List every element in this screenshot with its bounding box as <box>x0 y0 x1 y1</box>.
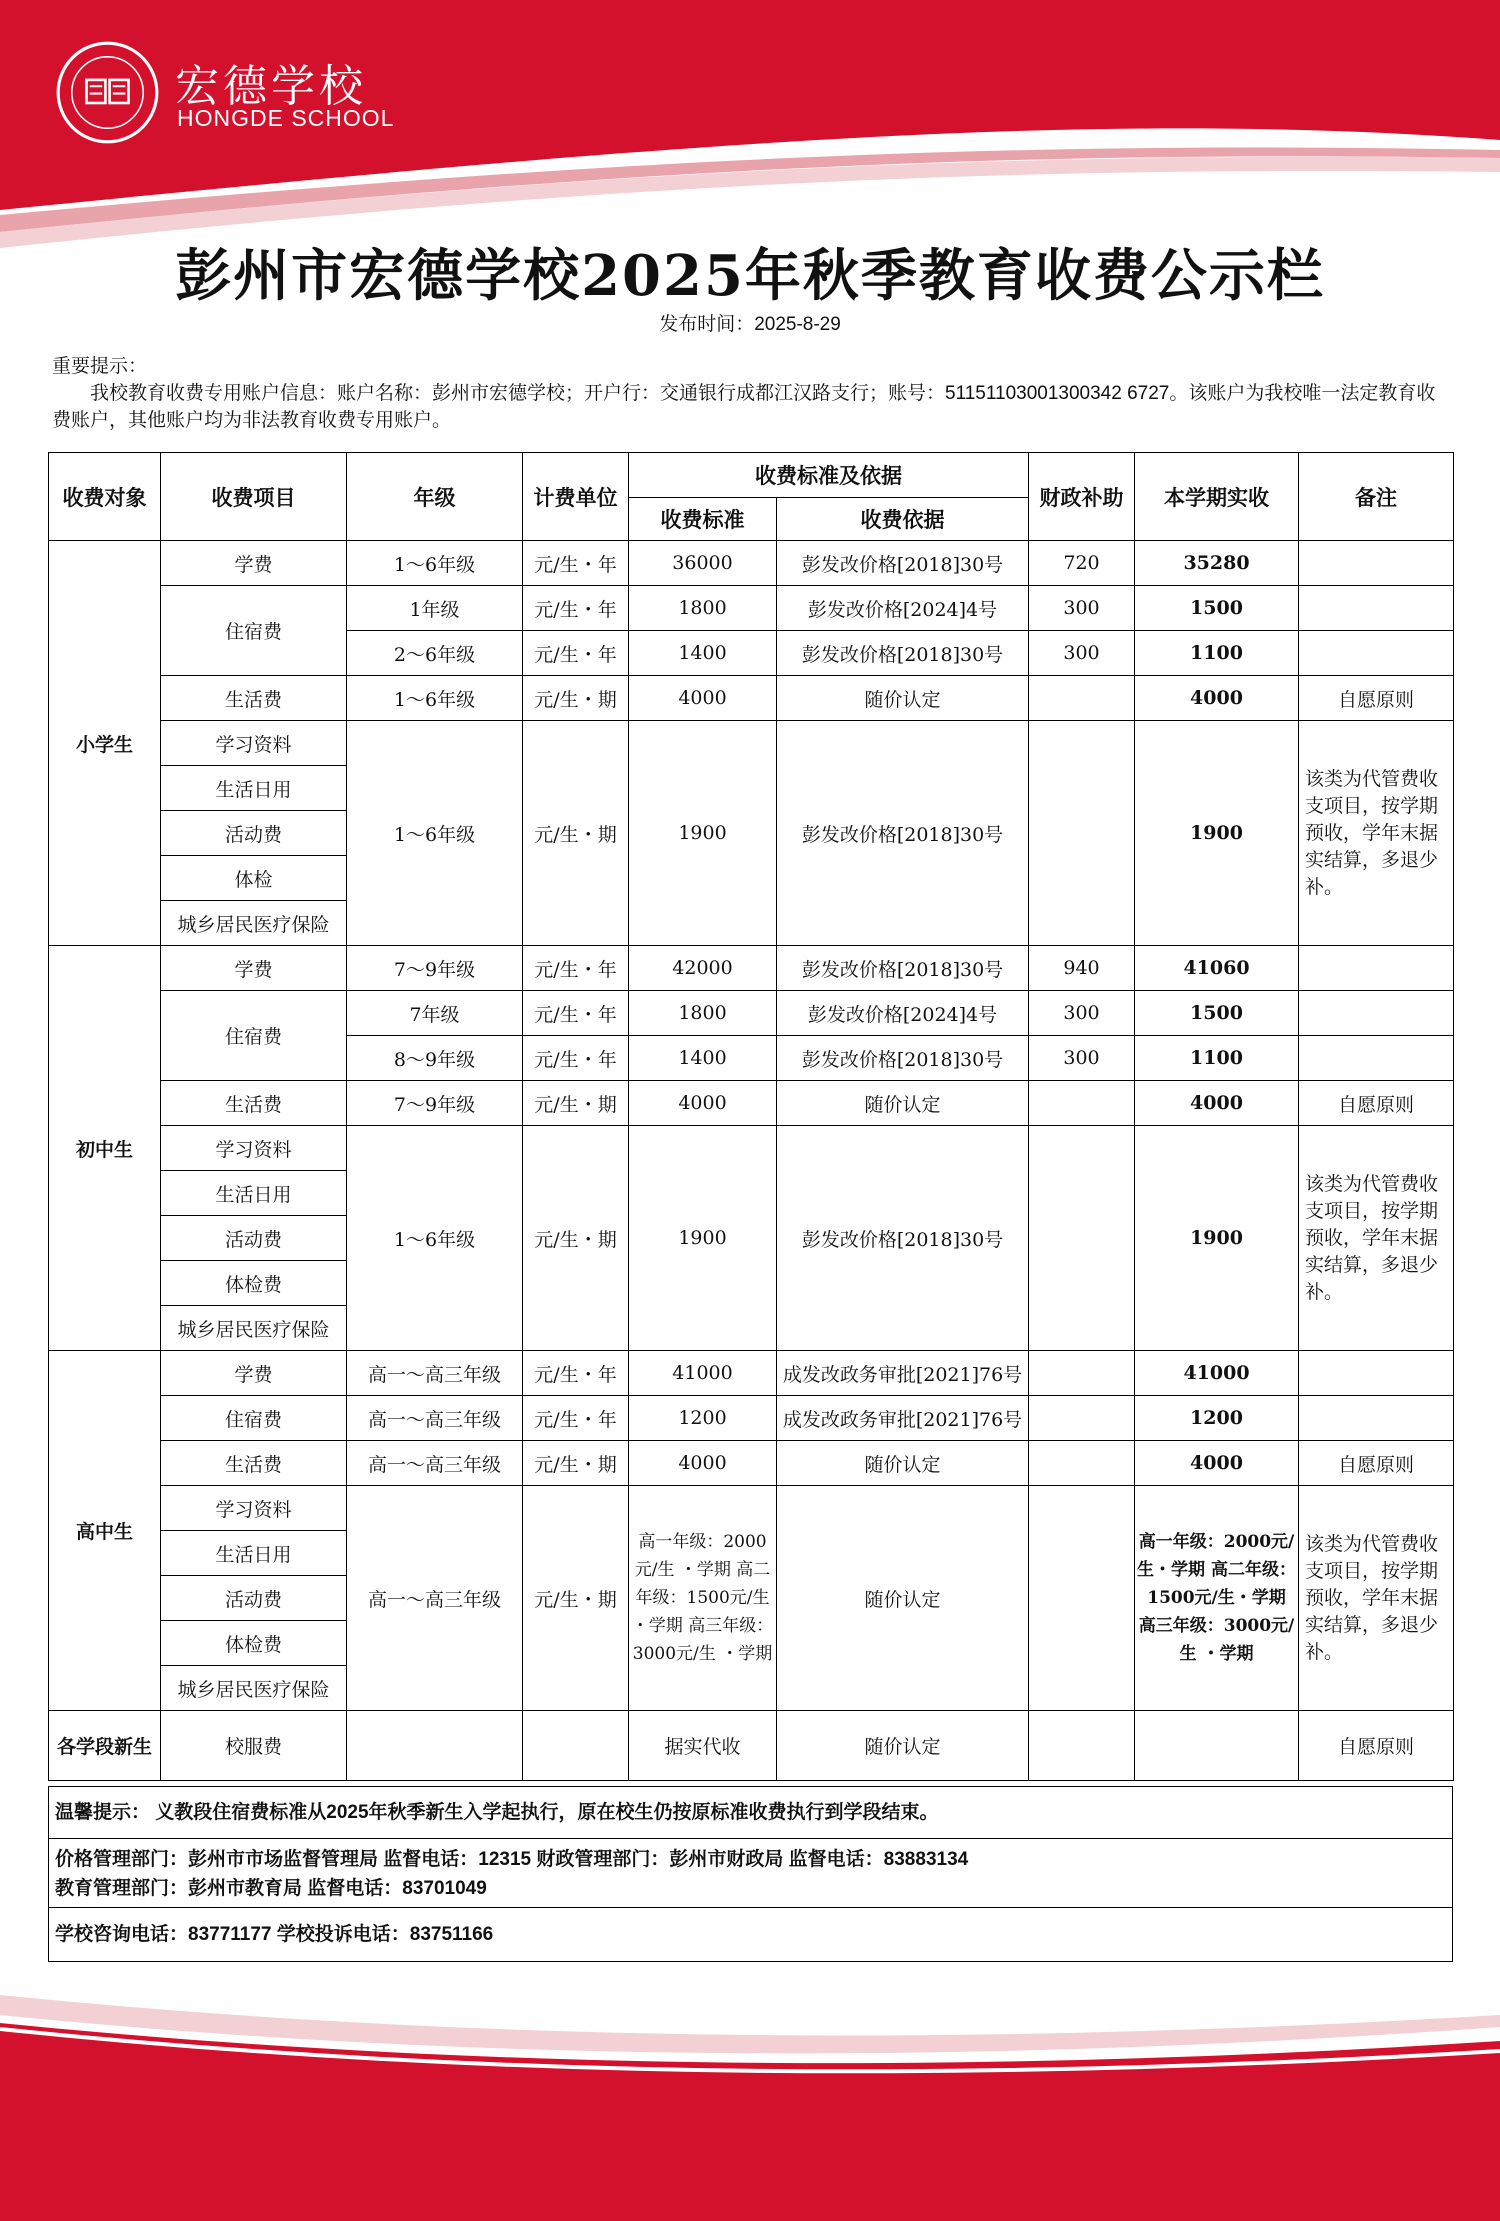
cell: 1900 <box>1135 721 1299 946</box>
cell: 元/生・年 <box>523 1036 629 1081</box>
cell: 4000 <box>629 676 777 721</box>
group-newstudent: 各学段新生 <box>49 1711 161 1781</box>
cell: 城乡居民医疗保险 <box>161 901 347 946</box>
header-std-group: 收费标准及依据 <box>629 453 1029 498</box>
cell: 高一年级：2000元/生・学期 高二年级：1500元/生・学期 高三年级：3000元/生 ・学期 <box>1135 1486 1299 1711</box>
cell: 彭发改价格[2024]4号 <box>777 991 1029 1036</box>
cell <box>347 1711 523 1781</box>
cell: 4000 <box>1135 1081 1299 1126</box>
header-remark: 备注 <box>1299 453 1454 541</box>
brand-name-cn: 宏德学校 <box>175 61 367 112</box>
cell: 高一～高三年级 <box>347 1486 523 1711</box>
header-subsidy: 财政补助 <box>1029 453 1135 541</box>
cell: 彭发改价格[2018]30号 <box>777 946 1029 991</box>
cell: 35280 <box>1135 541 1299 586</box>
cell: 8～9年级 <box>347 1036 523 1081</box>
cell: 300 <box>1029 631 1135 676</box>
account-info: 我校教育收费专用账户信息：账户名称：彭州市宏德学校；开户行：交通银行成都江汉路支行；账号：51151103001300342 6727。该账户为我校唯一法定教育收费账户，其他账户均为非法教育收费专用账户。 <box>52 383 1436 431</box>
cell: 元/生・期 <box>523 1441 629 1486</box>
cell: 随价认定 <box>777 676 1029 721</box>
cell: 生活日用 <box>161 766 347 811</box>
header-grade: 年级 <box>347 453 523 541</box>
cell: 生活日用 <box>161 1531 347 1576</box>
school-logo <box>55 40 160 145</box>
header-basis: 收费依据 <box>777 498 1029 541</box>
cell: 1200 <box>629 1396 777 1441</box>
cell: 940 <box>1029 946 1135 991</box>
cell: 4000 <box>1135 1441 1299 1486</box>
cell: 1500 <box>1135 991 1299 1036</box>
cell: 1～6年级 <box>347 541 523 586</box>
cell: 自愿原则 <box>1299 1711 1454 1781</box>
cell: 300 <box>1029 1036 1135 1081</box>
footer-line3: 学校咨询电话：83771177 学校投诉电话：83751166 <box>48 1907 1453 1962</box>
cell: 1200 <box>1135 1396 1299 1441</box>
cell: 1100 <box>1135 631 1299 676</box>
cell: 彭发改价格[2018]30号 <box>777 721 1029 946</box>
cell: 活动费 <box>161 1576 347 1621</box>
cell: 720 <box>1029 541 1135 586</box>
cell <box>1029 1126 1135 1351</box>
header-target: 收费对象 <box>49 453 161 541</box>
cell: 生活费 <box>161 676 347 721</box>
cell: 41000 <box>629 1351 777 1396</box>
cell: 1100 <box>1135 1036 1299 1081</box>
cell: 元/生・年 <box>523 1351 629 1396</box>
cell: 1500 <box>1135 586 1299 631</box>
cell: 学习资料 <box>161 721 347 766</box>
cell: 1800 <box>629 586 777 631</box>
notice-label: 重要提示： <box>52 356 148 377</box>
header-std: 收费标准 <box>629 498 777 541</box>
cell: 该类为代管费收支项目，按学期预收，学年末据实结算，多退少补。 <box>1299 1126 1454 1351</box>
cell: 1900 <box>629 1126 777 1351</box>
cell: 高一～高三年级 <box>347 1441 523 1486</box>
cell: 1800 <box>629 991 777 1036</box>
cell <box>1299 946 1454 991</box>
cell: 成发改政务审批[2021]76号 <box>777 1396 1029 1441</box>
cell: 元/生・期 <box>523 1486 629 1711</box>
cell: 元/生・年 <box>523 631 629 676</box>
cell: 高一～高三年级 <box>347 1351 523 1396</box>
cell: 1400 <box>629 1036 777 1081</box>
cell <box>1029 1711 1135 1781</box>
cell: 彭发改价格[2024]4号 <box>777 586 1029 631</box>
cell: 住宿费 <box>161 586 347 676</box>
header-item: 收费项目 <box>161 453 347 541</box>
cell: 随价认定 <box>777 1711 1029 1781</box>
cell: 住宿费 <box>161 991 347 1081</box>
cell: 7～9年级 <box>347 1081 523 1126</box>
cell: 4000 <box>629 1441 777 1486</box>
footer-line2: 教育管理部门：彭州市教育局 监督电话：83701049 <box>55 1878 487 1899</box>
important-notice <box>52 353 1452 434</box>
cell <box>1299 1396 1454 1441</box>
cell: 彭发改价格[2018]30号 <box>777 541 1029 586</box>
cell: 学费 <box>161 946 347 991</box>
cell: 元/生・年 <box>523 991 629 1036</box>
cell: 学习资料 <box>161 1126 347 1171</box>
cell: 高一～高三年级 <box>347 1396 523 1441</box>
header-unit: 计费单位 <box>523 453 629 541</box>
cell: 元/生・期 <box>523 1126 629 1351</box>
cell: 36000 <box>629 541 777 586</box>
cell: 学习资料 <box>161 1486 347 1531</box>
cell <box>1029 1441 1135 1486</box>
cell: 300 <box>1029 991 1135 1036</box>
cell: 自愿原则 <box>1299 1081 1454 1126</box>
cell: 随价认定 <box>777 1441 1029 1486</box>
brand-name-en: HONGDE SCHOOL <box>177 105 395 131</box>
cell: 300 <box>1029 586 1135 631</box>
cell <box>1299 991 1454 1036</box>
footer-tip: 温馨提示： 义教段住宿费标准从2025年秋季新生入学起执行，原在校生仍按原标准收费执行到学段结束。 <box>48 1786 1453 1839</box>
footer-banner <box>0 1985 1500 2221</box>
cell: 4000 <box>629 1081 777 1126</box>
cell <box>1029 1396 1135 1441</box>
cell: 体检费 <box>161 1261 347 1306</box>
cell: 42000 <box>629 946 777 991</box>
cell: 校服费 <box>161 1711 347 1781</box>
cell: 生活费 <box>161 1081 347 1126</box>
cell <box>1299 1036 1454 1081</box>
cell: 随价认定 <box>777 1486 1029 1711</box>
footer-departments <box>48 1838 1453 1908</box>
cell: 7～9年级 <box>347 946 523 991</box>
cell: 住宿费 <box>161 1396 347 1441</box>
cell: 彭发改价格[2018]30号 <box>777 631 1029 676</box>
cell: 生活日用 <box>161 1171 347 1216</box>
cell: 1900 <box>1135 1126 1299 1351</box>
cell: 活动费 <box>161 811 347 856</box>
cell <box>1299 631 1454 676</box>
cell: 元/生・年 <box>523 946 629 991</box>
cell: 元/生・年 <box>523 541 629 586</box>
cell: 元/生・年 <box>523 1396 629 1441</box>
cell: 城乡居民医疗保险 <box>161 1306 347 1351</box>
page-title: 彭州市宏德学校2025年秋季教育收费公示栏 <box>175 243 1325 309</box>
cell <box>1029 721 1135 946</box>
cell: 1年级 <box>347 586 523 631</box>
cell: 1～6年级 <box>347 721 523 946</box>
cell: 元/生・年 <box>523 586 629 631</box>
cell: 学费 <box>161 541 347 586</box>
cell: 体检费 <box>161 1621 347 1666</box>
cell <box>1299 1351 1454 1396</box>
cell <box>1299 541 1454 586</box>
cell: 自愿原则 <box>1299 676 1454 721</box>
cell: 体检 <box>161 856 347 901</box>
cell <box>1029 1351 1135 1396</box>
group-middle: 初中生 <box>49 946 161 1351</box>
group-high: 高中生 <box>49 1351 161 1711</box>
cell: 彭发改价格[2018]30号 <box>777 1036 1029 1081</box>
cell: 城乡居民医疗保险 <box>161 1666 347 1711</box>
cell: 元/生・期 <box>523 721 629 946</box>
cell: 元/生・期 <box>523 1081 629 1126</box>
cell: 高一年级：2000元/生 ・学期 高二年级：1500元/生 ・学期 高三年级：3000元/生 ・学期 <box>629 1486 777 1711</box>
cell: 该类为代管费收支项目，按学期预收，学年末据实结算，多退少补。 <box>1299 721 1454 946</box>
group-primary: 小学生 <box>49 541 161 946</box>
cell: 1～6年级 <box>347 676 523 721</box>
cell: 彭发改价格[2018]30号 <box>777 1126 1029 1351</box>
cell: 据实代收 <box>629 1711 777 1781</box>
header-actual: 本学期实收 <box>1135 453 1299 541</box>
cell: 学费 <box>161 1351 347 1396</box>
cell: 2～6年级 <box>347 631 523 676</box>
cell <box>523 1711 629 1781</box>
footer-line1: 价格管理部门：彭州市市场监督管理局 监督电话：12315 财政管理部门：彭州市财政局 监督电话：83883134 <box>55 1849 969 1870</box>
cell: 元/生・期 <box>523 676 629 721</box>
fee-table <box>48 452 1454 1781</box>
cell: 1400 <box>629 631 777 676</box>
cell: 自愿原则 <box>1299 1441 1454 1486</box>
cell <box>1029 1081 1135 1126</box>
cell: 4000 <box>1135 676 1299 721</box>
cell: 1～6年级 <box>347 1126 523 1351</box>
cell: 生活费 <box>161 1441 347 1486</box>
cell: 该类为代管费收支项目，按学期预收，学年末据实结算，多退少补。 <box>1299 1486 1454 1711</box>
cell <box>1029 676 1135 721</box>
cell: 1900 <box>629 721 777 946</box>
cell <box>1029 1486 1135 1711</box>
cell: 活动费 <box>161 1216 347 1261</box>
cell: 随价认定 <box>777 1081 1029 1126</box>
cell: 7年级 <box>347 991 523 1036</box>
cell: 41060 <box>1135 946 1299 991</box>
publish-date: 发布时间：2025-8-29 <box>659 314 841 335</box>
cell: 41000 <box>1135 1351 1299 1396</box>
cell <box>1135 1711 1299 1781</box>
cell: 成发改政务审批[2021]76号 <box>777 1351 1029 1396</box>
cell <box>1299 586 1454 631</box>
